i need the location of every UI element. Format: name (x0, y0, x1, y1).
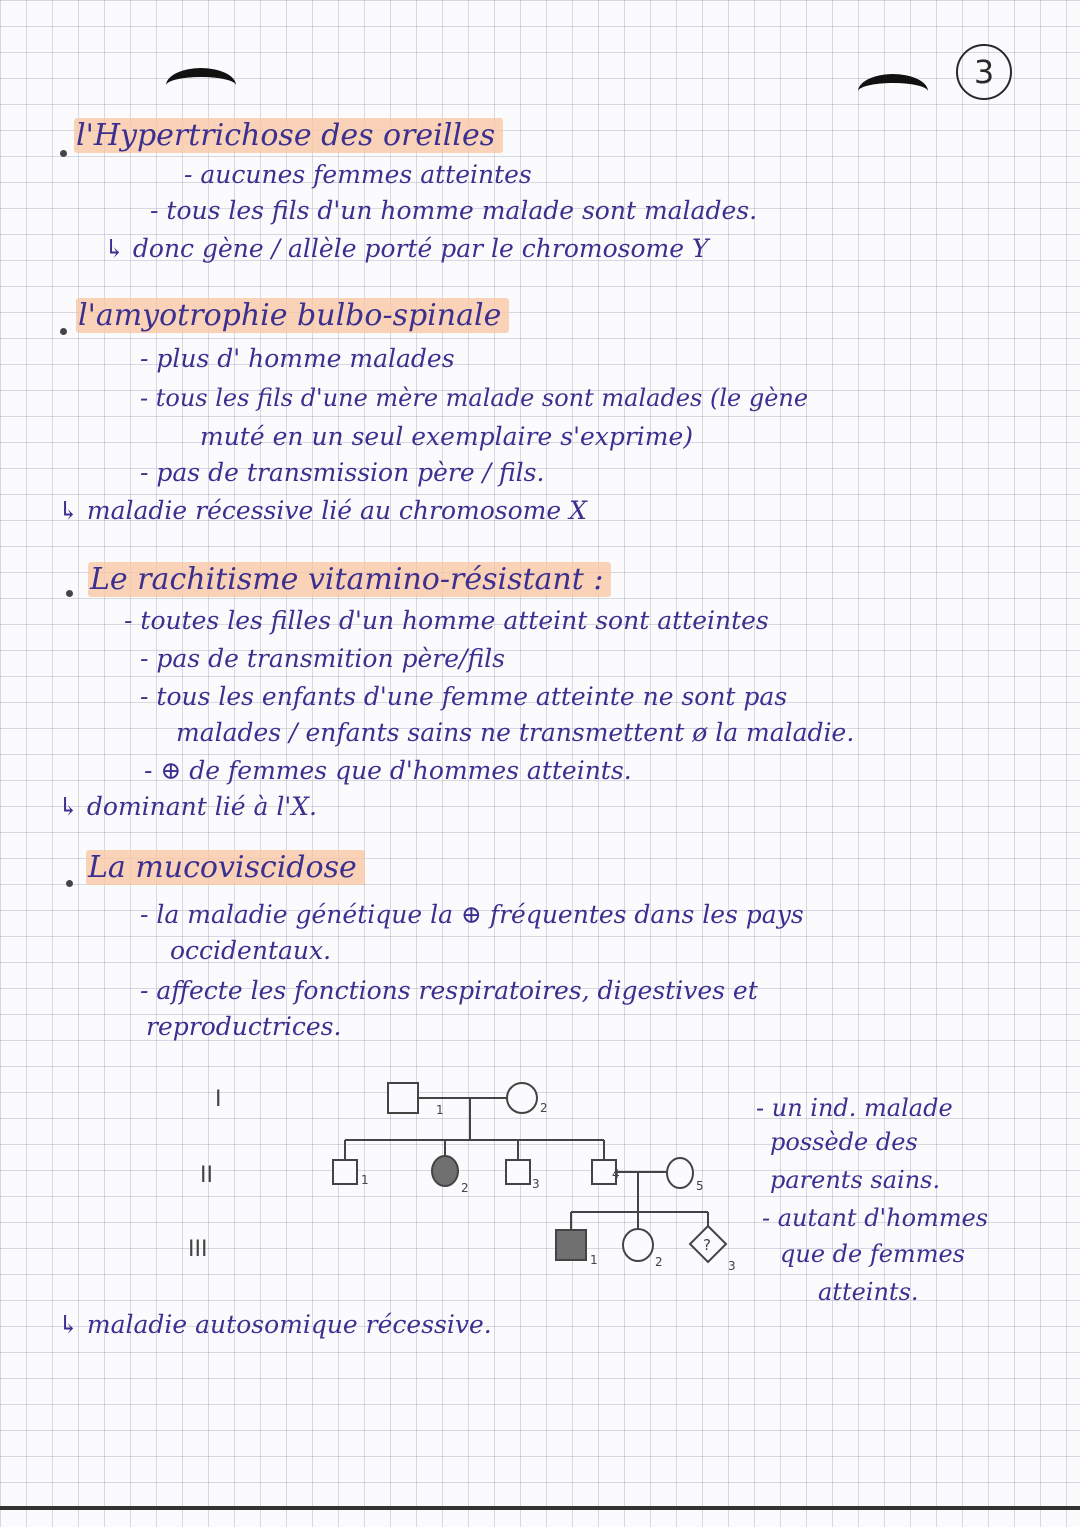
pedigree-number: 1 (361, 1173, 369, 1187)
pedigree-number: 3 (532, 1177, 540, 1191)
section-line: - aucunes femmes atteintes (184, 160, 532, 189)
section-conclusion: ↳ maladie récessive lié au chromosome X (58, 496, 587, 525)
section-title-amyotrophie: l'amyotrophie bulbo-spinale (76, 298, 509, 333)
section-line: - plus d' homme malades (140, 344, 455, 373)
pedigree-number: 3 (728, 1259, 736, 1273)
pedigree-number: 1 (436, 1103, 444, 1117)
page-bottom-edge (0, 1506, 1080, 1510)
pedigree-number: 2 (655, 1255, 663, 1269)
section-line: - pas de transmission père / fils. (140, 458, 545, 487)
generation-label-I: I (215, 1087, 222, 1112)
generation-label-II: II (200, 1163, 213, 1188)
section-line: - ⊕ de femmes que d'hommes atteints. (144, 756, 632, 785)
pedigree-number: 4 (612, 1167, 620, 1181)
section-title-mucoviscidose: La mucoviscidose (86, 850, 365, 885)
section-line: - tous les fils d'un homme malade sont malades. (150, 196, 758, 225)
side-note: atteints. (818, 1278, 919, 1306)
section-title-hypertrichose: l'Hypertrichose des oreilles (74, 118, 503, 153)
pedigree-male-II3 (506, 1160, 530, 1184)
pedigree-male-III1-affected (556, 1230, 586, 1260)
side-note: - un ind. malade (756, 1094, 953, 1122)
pedigree-number: 2 (540, 1101, 548, 1115)
section-conclusion: ↳ donc gène / allèle porté par le chromosome Y (104, 234, 709, 263)
section-line: - affecte les fonctions respiratoires, digestives et (140, 976, 758, 1005)
pedigree-female-III2 (623, 1229, 653, 1261)
section-line: reproductrices. (146, 1012, 342, 1041)
section-line: - la maladie génétique la ⊕ fréquentes dans les pays (140, 900, 804, 929)
section-line: malades / enfants sains ne transmettent ø la maladie. (176, 718, 855, 747)
side-note: parents sains. (770, 1166, 941, 1194)
pedigree-female-II5 (667, 1158, 693, 1188)
section-line: - tous les fils d'une mère malade sont malades (le gène (140, 384, 809, 412)
pedigree-male-I1 (388, 1083, 418, 1113)
section-line: - tous les enfants d'une femme atteinte ne sont pas (140, 682, 788, 711)
section-line: - pas de transmition père/fils (140, 644, 505, 673)
section-line: occidentaux. (170, 936, 332, 965)
section-conclusion: ↳ dominant lié à l'X. (58, 792, 317, 821)
generation-label-III: III (188, 1237, 208, 1262)
page-number: 3 (956, 44, 1012, 100)
section-line: muté en un seul exemplaire s'exprime) (200, 422, 694, 451)
pedigree-male-II1 (333, 1160, 357, 1184)
pedigree-number: 1 (590, 1253, 598, 1267)
pedigree-female-II2-affected (432, 1156, 458, 1186)
section-line: - toutes les filles d'un homme atteint sont atteintes (124, 606, 769, 635)
side-note: possède des (770, 1128, 918, 1156)
pedigree-question-mark: ? (703, 1236, 711, 1254)
side-note: - autant d'hommes (762, 1204, 989, 1232)
side-note: que de femmes (780, 1240, 965, 1268)
pedigree-female-I2 (507, 1083, 537, 1113)
section-title-rachitisme: Le rachitisme vitamino-résistant : (88, 562, 611, 597)
pedigree-number: 2 (461, 1181, 469, 1195)
pedigree-number: 5 (696, 1179, 704, 1193)
section-conclusion: ↳ maladie autosomique récessive. (58, 1310, 492, 1339)
